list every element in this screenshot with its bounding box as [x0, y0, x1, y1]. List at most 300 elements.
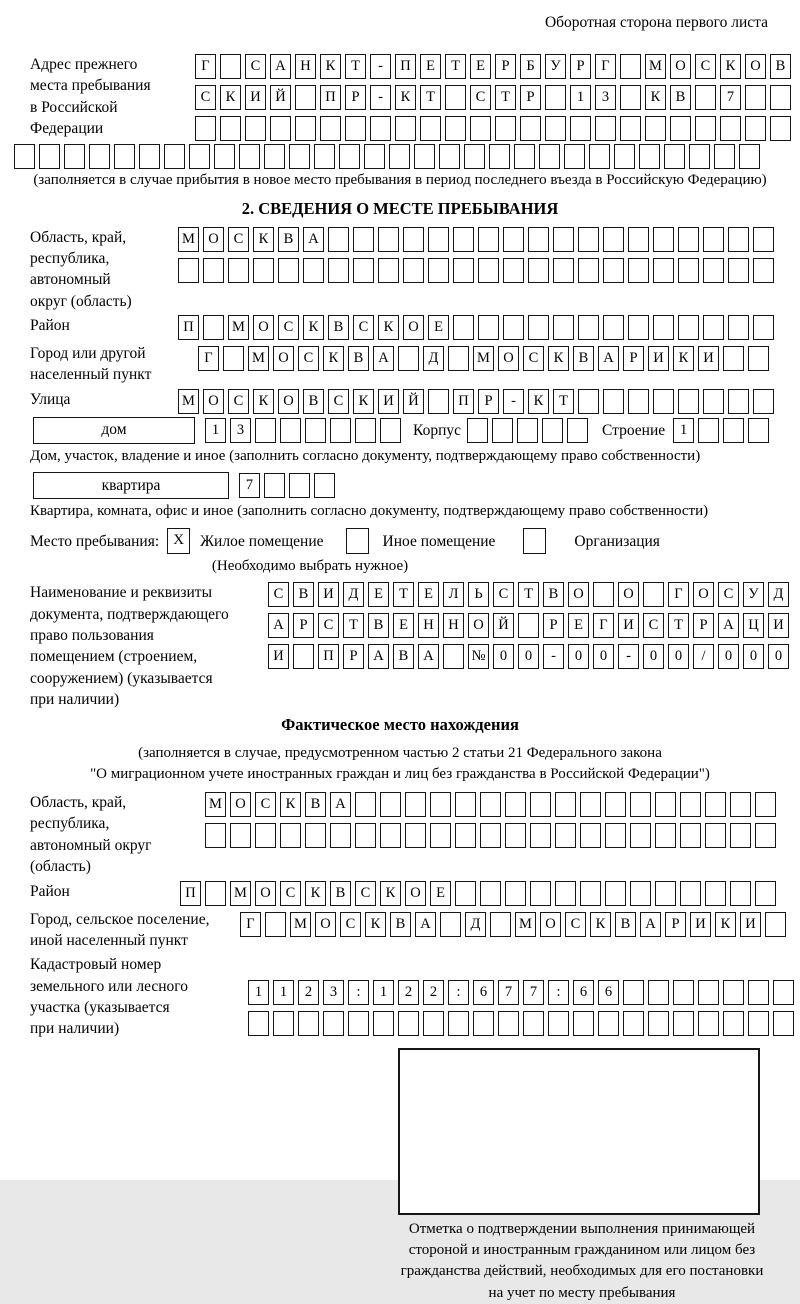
char-cell[interactable]	[405, 792, 426, 817]
char-cell[interactable]	[189, 144, 210, 169]
char-cell[interactable]: 7	[498, 980, 519, 1005]
char-cell[interactable]	[620, 116, 641, 141]
char-cell[interactable]	[289, 144, 310, 169]
char-cell[interactable]: В	[390, 912, 411, 937]
char-cell[interactable]	[564, 144, 585, 169]
char-cell[interactable]	[453, 258, 474, 283]
char-cell[interactable]: М	[248, 346, 269, 371]
char-cell[interactable]	[753, 389, 774, 414]
char-cell[interactable]	[593, 582, 614, 607]
char-cell[interactable]: О	[670, 54, 691, 79]
char-cell[interactable]	[480, 823, 501, 848]
char-cell[interactable]	[205, 823, 226, 848]
char-cell[interactable]	[755, 792, 776, 817]
char-cell[interactable]: Т	[668, 613, 689, 638]
char-cell[interactable]: С	[328, 389, 349, 414]
char-cell[interactable]: 0	[568, 644, 589, 669]
char-cell[interactable]: С	[523, 346, 544, 371]
char-cell[interactable]: С	[228, 227, 249, 252]
char-cell[interactable]	[670, 116, 691, 141]
char-cell[interactable]: А	[373, 346, 394, 371]
char-cell[interactable]	[448, 1011, 469, 1036]
char-cell[interactable]	[264, 144, 285, 169]
char-cell[interactable]: И	[378, 389, 399, 414]
char-cell[interactable]	[680, 881, 701, 906]
char-cell[interactable]	[695, 116, 716, 141]
char-cell[interactable]	[723, 980, 744, 1005]
char-cell[interactable]	[348, 1011, 369, 1036]
char-cell[interactable]	[420, 116, 441, 141]
char-cell[interactable]: О	[278, 389, 299, 414]
char-cell[interactable]: 6	[573, 980, 594, 1005]
char-cell[interactable]	[389, 144, 410, 169]
char-cell[interactable]	[545, 85, 566, 110]
char-cell[interactable]: 1	[248, 980, 269, 1005]
char-cell[interactable]: Д	[465, 912, 486, 937]
char-cell[interactable]	[503, 315, 524, 340]
char-cell[interactable]	[295, 85, 316, 110]
char-cell[interactable]: 0	[593, 644, 614, 669]
char-cell[interactable]: С	[228, 389, 249, 414]
char-cell[interactable]	[464, 144, 485, 169]
char-cell[interactable]	[445, 85, 466, 110]
char-cell[interactable]: У	[545, 54, 566, 79]
char-cell[interactable]	[203, 258, 224, 283]
char-cell[interactable]	[245, 116, 266, 141]
char-cell[interactable]	[430, 823, 451, 848]
char-cell[interactable]	[355, 418, 376, 443]
char-cell[interactable]: М	[178, 389, 199, 414]
char-cell[interactable]	[623, 980, 644, 1005]
char-cell[interactable]: Д	[343, 582, 364, 607]
char-cell[interactable]	[553, 315, 574, 340]
char-cell[interactable]: С	[695, 54, 716, 79]
char-cell[interactable]	[445, 116, 466, 141]
char-cell[interactable]: 0	[668, 644, 689, 669]
char-cell[interactable]	[689, 144, 710, 169]
char-cell[interactable]	[520, 116, 541, 141]
char-cell[interactable]: О	[745, 54, 766, 79]
char-cell[interactable]	[480, 881, 501, 906]
char-cell[interactable]: 7	[720, 85, 741, 110]
char-cell[interactable]: О	[203, 227, 224, 252]
char-cell[interactable]: В	[293, 582, 314, 607]
char-cell[interactable]	[545, 116, 566, 141]
char-cell[interactable]: 6	[473, 980, 494, 1005]
char-cell[interactable]: К	[305, 881, 326, 906]
char-cell[interactable]: У	[743, 582, 764, 607]
checkbox-inoe[interactable]	[346, 528, 369, 554]
char-cell[interactable]: Р	[665, 912, 686, 937]
char-cell[interactable]	[305, 823, 326, 848]
char-cell[interactable]: И	[690, 912, 711, 937]
char-cell[interactable]: Ц	[743, 613, 764, 638]
char-cell[interactable]: С	[353, 315, 374, 340]
char-cell[interactable]: В	[303, 389, 324, 414]
char-cell[interactable]	[605, 792, 626, 817]
char-cell[interactable]: Т	[393, 582, 414, 607]
char-cell[interactable]	[295, 116, 316, 141]
char-cell[interactable]	[518, 613, 539, 638]
char-cell[interactable]	[455, 881, 476, 906]
char-cell[interactable]	[703, 258, 724, 283]
char-cell[interactable]	[380, 792, 401, 817]
char-cell[interactable]: К	[720, 54, 741, 79]
char-cell[interactable]	[443, 644, 464, 669]
char-cell[interactable]	[423, 1011, 444, 1036]
char-cell[interactable]	[703, 227, 724, 252]
char-cell[interactable]	[478, 315, 499, 340]
char-cell[interactable]	[770, 116, 791, 141]
char-cell[interactable]: 3	[595, 85, 616, 110]
char-cell[interactable]	[303, 258, 324, 283]
char-cell[interactable]: Е	[393, 613, 414, 638]
char-cell[interactable]: В	[393, 644, 414, 669]
char-cell[interactable]	[298, 1011, 319, 1036]
char-cell[interactable]	[578, 227, 599, 252]
char-cell[interactable]	[503, 258, 524, 283]
char-cell[interactable]: Т	[343, 613, 364, 638]
char-cell[interactable]	[628, 315, 649, 340]
char-cell[interactable]	[530, 881, 551, 906]
char-cell[interactable]	[728, 258, 749, 283]
char-cell[interactable]: №	[468, 644, 489, 669]
char-cell[interactable]: Р	[693, 613, 714, 638]
char-cell[interactable]	[355, 823, 376, 848]
char-cell[interactable]: В	[573, 346, 594, 371]
char-cell[interactable]: Т	[445, 54, 466, 79]
char-cell[interactable]	[753, 258, 774, 283]
char-cell[interactable]	[580, 823, 601, 848]
char-cell[interactable]: /	[693, 644, 714, 669]
char-cell[interactable]	[455, 792, 476, 817]
char-cell[interactable]	[205, 881, 226, 906]
char-cell[interactable]	[64, 144, 85, 169]
char-cell[interactable]: 0	[718, 644, 739, 669]
char-cell[interactable]	[398, 1011, 419, 1036]
char-cell[interactable]	[373, 1011, 394, 1036]
char-cell[interactable]: Й	[403, 389, 424, 414]
char-cell[interactable]: Г	[195, 54, 216, 79]
char-cell[interactable]: С	[643, 613, 664, 638]
char-cell[interactable]	[378, 258, 399, 283]
char-cell[interactable]: 7	[239, 473, 260, 498]
char-cell[interactable]: В	[348, 346, 369, 371]
char-cell[interactable]: М	[205, 792, 226, 817]
char-cell[interactable]: С	[355, 881, 376, 906]
char-cell[interactable]	[328, 227, 349, 252]
char-cell[interactable]: 1	[373, 980, 394, 1005]
char-cell[interactable]: Т	[553, 389, 574, 414]
char-cell[interactable]	[753, 315, 774, 340]
char-cell[interactable]	[370, 116, 391, 141]
char-cell[interactable]	[705, 792, 726, 817]
char-cell[interactable]	[380, 418, 401, 443]
char-cell[interactable]	[678, 315, 699, 340]
char-cell[interactable]	[453, 227, 474, 252]
char-cell[interactable]	[673, 1011, 694, 1036]
char-cell[interactable]: 3	[323, 980, 344, 1005]
char-cell[interactable]	[528, 315, 549, 340]
char-cell[interactable]	[430, 792, 451, 817]
char-cell[interactable]: С	[493, 582, 514, 607]
char-cell[interactable]	[578, 258, 599, 283]
char-cell[interactable]	[773, 1011, 794, 1036]
char-cell[interactable]	[730, 881, 751, 906]
char-cell[interactable]	[255, 418, 276, 443]
char-cell[interactable]: Н	[443, 613, 464, 638]
char-cell[interactable]: О	[540, 912, 561, 937]
char-cell[interactable]	[517, 418, 538, 443]
char-cell[interactable]	[655, 823, 676, 848]
char-cell[interactable]: Д	[423, 346, 444, 371]
char-cell[interactable]: С	[470, 85, 491, 110]
char-cell[interactable]	[265, 912, 286, 937]
char-cell[interactable]	[698, 980, 719, 1005]
char-cell[interactable]: Р	[623, 346, 644, 371]
char-cell[interactable]: С	[195, 85, 216, 110]
char-cell[interactable]	[630, 881, 651, 906]
char-cell[interactable]: Е	[368, 582, 389, 607]
char-cell[interactable]	[753, 227, 774, 252]
char-cell[interactable]	[770, 85, 791, 110]
char-cell[interactable]: К	[395, 85, 416, 110]
char-cell[interactable]: К	[253, 389, 274, 414]
char-cell[interactable]	[355, 792, 376, 817]
char-cell[interactable]	[490, 912, 511, 937]
char-cell[interactable]: А	[268, 613, 289, 638]
char-cell[interactable]	[498, 1011, 519, 1036]
char-cell[interactable]	[203, 315, 224, 340]
char-cell[interactable]: Г	[668, 582, 689, 607]
char-cell[interactable]: -	[370, 54, 391, 79]
char-cell[interactable]	[220, 116, 241, 141]
char-cell[interactable]: В	[615, 912, 636, 937]
char-cell[interactable]	[378, 227, 399, 252]
char-cell[interactable]	[755, 881, 776, 906]
char-cell[interactable]	[320, 116, 341, 141]
char-cell[interactable]	[748, 346, 769, 371]
char-cell[interactable]: :	[348, 980, 369, 1005]
char-cell[interactable]: Й	[270, 85, 291, 110]
char-cell[interactable]: А	[330, 792, 351, 817]
char-cell[interactable]: Е	[430, 881, 451, 906]
char-cell[interactable]: 0	[493, 644, 514, 669]
char-cell[interactable]	[643, 582, 664, 607]
char-cell[interactable]: К	[528, 389, 549, 414]
char-cell[interactable]	[728, 227, 749, 252]
char-cell[interactable]: О	[568, 582, 589, 607]
char-cell[interactable]	[655, 792, 676, 817]
char-cell[interactable]: М	[228, 315, 249, 340]
char-cell[interactable]	[178, 258, 199, 283]
char-cell[interactable]	[289, 473, 310, 498]
char-cell[interactable]: О	[253, 315, 274, 340]
char-cell[interactable]	[305, 418, 326, 443]
char-cell[interactable]: К	[303, 315, 324, 340]
char-cell[interactable]: В	[278, 227, 299, 252]
char-cell[interactable]	[489, 144, 510, 169]
char-cell[interactable]: К	[320, 54, 341, 79]
char-cell[interactable]: А	[640, 912, 661, 937]
char-cell[interactable]	[628, 258, 649, 283]
char-cell[interactable]: Т	[495, 85, 516, 110]
char-cell[interactable]	[748, 418, 769, 443]
char-cell[interactable]: С	[298, 346, 319, 371]
char-cell[interactable]: П	[178, 315, 199, 340]
char-cell[interactable]	[328, 258, 349, 283]
char-cell[interactable]	[748, 980, 769, 1005]
char-cell[interactable]: Е	[470, 54, 491, 79]
char-cell[interactable]	[539, 144, 560, 169]
char-cell[interactable]: С	[280, 881, 301, 906]
char-cell[interactable]: М	[290, 912, 311, 937]
char-cell[interactable]	[448, 346, 469, 371]
char-cell[interactable]: И	[768, 613, 789, 638]
char-cell[interactable]	[470, 116, 491, 141]
char-cell[interactable]	[623, 1011, 644, 1036]
char-cell[interactable]: 0	[518, 644, 539, 669]
char-cell[interactable]: О	[203, 389, 224, 414]
char-cell[interactable]: П	[453, 389, 474, 414]
char-cell[interactable]	[455, 823, 476, 848]
char-cell[interactable]	[314, 473, 335, 498]
char-cell[interactable]	[398, 346, 419, 371]
char-cell[interactable]	[628, 227, 649, 252]
char-cell[interactable]: О	[315, 912, 336, 937]
char-cell[interactable]	[395, 116, 416, 141]
char-cell[interactable]: О	[498, 346, 519, 371]
char-cell[interactable]: И	[698, 346, 719, 371]
char-cell[interactable]: С	[318, 613, 339, 638]
char-cell[interactable]	[698, 418, 719, 443]
char-cell[interactable]: :	[548, 980, 569, 1005]
char-cell[interactable]: В	[368, 613, 389, 638]
char-cell[interactable]	[603, 315, 624, 340]
char-cell[interactable]	[723, 1011, 744, 1036]
char-cell[interactable]	[580, 792, 601, 817]
char-cell[interactable]	[220, 54, 241, 79]
char-cell[interactable]: Т	[345, 54, 366, 79]
char-cell[interactable]: В	[670, 85, 691, 110]
char-cell[interactable]	[589, 144, 610, 169]
char-cell[interactable]	[648, 980, 669, 1005]
char-cell[interactable]: К	[253, 227, 274, 252]
char-cell[interactable]: М	[178, 227, 199, 252]
char-cell[interactable]	[195, 116, 216, 141]
char-cell[interactable]: К	[673, 346, 694, 371]
char-cell[interactable]	[492, 418, 513, 443]
char-cell[interactable]	[673, 980, 694, 1005]
char-cell[interactable]	[723, 346, 744, 371]
char-cell[interactable]: К	[323, 346, 344, 371]
char-cell[interactable]	[680, 823, 701, 848]
char-cell[interactable]: С	[565, 912, 586, 937]
char-cell[interactable]	[695, 85, 716, 110]
char-cell[interactable]	[403, 227, 424, 252]
char-cell[interactable]	[648, 1011, 669, 1036]
char-cell[interactable]	[720, 116, 741, 141]
checkbox-zhiloe[interactable]: X	[167, 528, 190, 554]
char-cell[interactable]	[630, 792, 651, 817]
char-cell[interactable]: К	[380, 881, 401, 906]
char-cell[interactable]	[280, 823, 301, 848]
char-cell[interactable]	[89, 144, 110, 169]
char-cell[interactable]: Г	[198, 346, 219, 371]
char-cell[interactable]	[505, 792, 526, 817]
char-cell[interactable]	[478, 227, 499, 252]
char-cell[interactable]: О	[273, 346, 294, 371]
char-cell[interactable]	[453, 315, 474, 340]
char-cell[interactable]	[495, 116, 516, 141]
char-cell[interactable]: С	[245, 54, 266, 79]
char-cell[interactable]: Д	[768, 582, 789, 607]
char-cell[interactable]: П	[180, 881, 201, 906]
char-cell[interactable]	[164, 144, 185, 169]
char-cell[interactable]: 1	[570, 85, 591, 110]
char-cell[interactable]: О	[693, 582, 714, 607]
char-cell[interactable]: С	[340, 912, 361, 937]
char-cell[interactable]: Р	[495, 54, 516, 79]
char-cell[interactable]	[414, 144, 435, 169]
char-cell[interactable]: 2	[398, 980, 419, 1005]
char-cell[interactable]: 2	[298, 980, 319, 1005]
char-cell[interactable]: Н	[295, 54, 316, 79]
char-cell[interactable]	[553, 258, 574, 283]
char-cell[interactable]: К	[280, 792, 301, 817]
char-cell[interactable]	[528, 227, 549, 252]
char-cell[interactable]	[605, 881, 626, 906]
char-cell[interactable]: П	[395, 54, 416, 79]
char-cell[interactable]: И	[245, 85, 266, 110]
char-cell[interactable]: Й	[493, 613, 514, 638]
char-cell[interactable]	[353, 227, 374, 252]
char-cell[interactable]	[567, 418, 588, 443]
char-cell[interactable]	[270, 116, 291, 141]
char-cell[interactable]: Р	[570, 54, 591, 79]
char-cell[interactable]	[598, 1011, 619, 1036]
char-cell[interactable]: Г	[593, 613, 614, 638]
char-cell[interactable]	[555, 792, 576, 817]
char-cell[interactable]	[223, 346, 244, 371]
char-cell[interactable]: А	[415, 912, 436, 937]
char-cell[interactable]	[728, 315, 749, 340]
char-cell[interactable]: О	[405, 881, 426, 906]
char-cell[interactable]	[703, 315, 724, 340]
char-cell[interactable]	[745, 116, 766, 141]
char-cell[interactable]: Р	[520, 85, 541, 110]
char-cell[interactable]: О	[618, 582, 639, 607]
char-cell[interactable]: 6	[598, 980, 619, 1005]
char-cell[interactable]	[603, 227, 624, 252]
char-cell[interactable]: С	[268, 582, 289, 607]
char-cell[interactable]	[578, 315, 599, 340]
char-cell[interactable]: -	[503, 389, 524, 414]
char-cell[interactable]	[755, 823, 776, 848]
char-cell[interactable]	[503, 227, 524, 252]
char-cell[interactable]: П	[320, 85, 341, 110]
char-cell[interactable]: 0	[768, 644, 789, 669]
char-cell[interactable]	[723, 418, 744, 443]
char-cell[interactable]	[14, 144, 35, 169]
char-cell[interactable]: 1	[205, 418, 226, 443]
char-cell[interactable]: М	[473, 346, 494, 371]
char-cell[interactable]	[114, 144, 135, 169]
char-cell[interactable]: Г	[595, 54, 616, 79]
char-cell[interactable]: К	[715, 912, 736, 937]
char-cell[interactable]: 2	[423, 980, 444, 1005]
char-cell[interactable]: О	[403, 315, 424, 340]
